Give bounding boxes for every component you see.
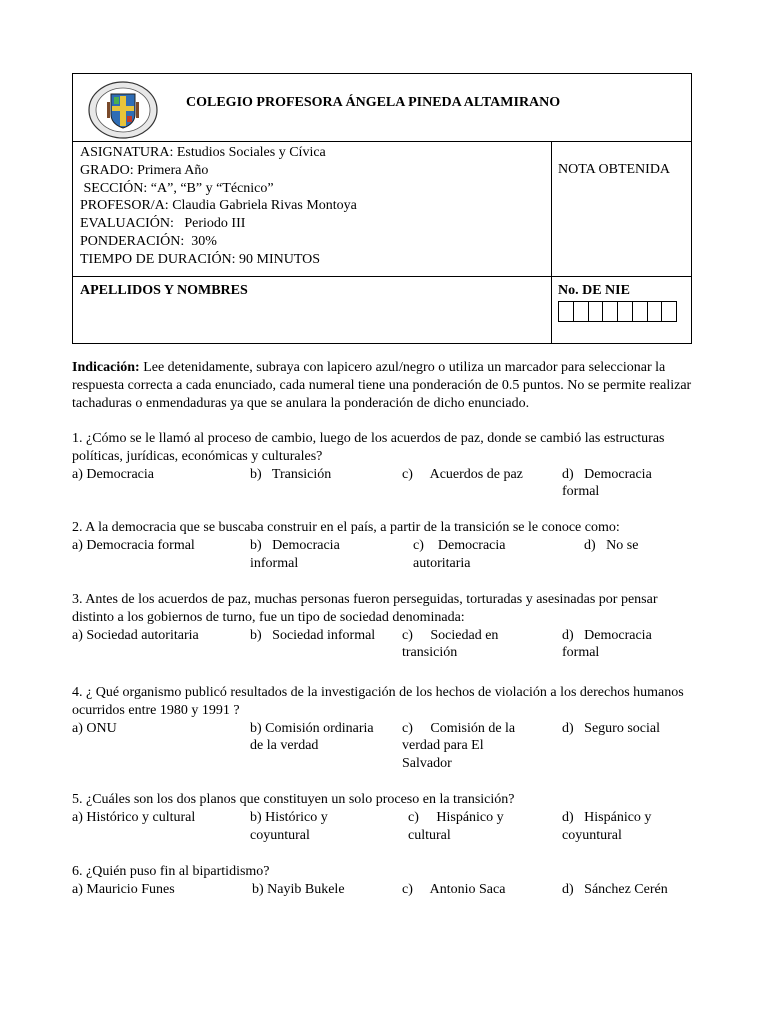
- info-weight: PONDERACIÓN: 30%: [80, 233, 217, 249]
- grade-label: NOTA OBTENIDA: [558, 162, 671, 177]
- option-a[interactable]: a) Histórico y cultural: [72, 809, 196, 825]
- option-a[interactable]: a) Democracia formal: [72, 537, 195, 553]
- answer-options: [72, 809, 700, 863]
- nie-box[interactable]: [633, 302, 648, 321]
- nie-box[interactable]: [574, 302, 589, 321]
- school-name: COLEGIO PROFESORA ÁNGELA PINEDA ALTAMIRANO: [186, 95, 561, 110]
- question-3: [72, 591, 700, 681]
- question-4: [72, 684, 700, 774]
- info-evaluation: EVALUACIÓN: Periodo III: [80, 216, 246, 232]
- info-subject: ASIGNATURA: Estudios Sociales y Cívica: [80, 145, 326, 160]
- school-crest-icon: [87, 80, 159, 140]
- option-b[interactable]: b) Sociedad informal: [250, 627, 376, 643]
- nie-box[interactable]: [559, 302, 574, 321]
- question-text: 3. Antes de los acuerdos de paz, muchas personas fueron perseguidas, torturadas y asesinadas por pensar distinto a los gobiernos de turno, fue un tipo de sociedad denominada:: [72, 592, 658, 625]
- option-b[interactable]: b) Transición: [250, 466, 332, 482]
- question-text: 1. ¿Cómo se le llamó al proceso de cambio, luego de los acuerdos de paz, donde se cambió las estructuras políticas, jurídicas, económicas y culturales?: [72, 431, 665, 464]
- nie-box[interactable]: [662, 302, 676, 321]
- instructions-text: Lee detenidamente, subraya con lapicero azul/negro o utiliza un marcador para seleccionar la respuesta correcta a cada enunciado, cada numeral tiene una ponderación de 0.5 puntos. No se permite realizar tachaduras o enmendaduras ya que se anulara la ponderación de dicho enunciado.: [72, 360, 692, 411]
- nie-boxes[interactable]: [558, 301, 677, 322]
- nie-box[interactable]: [603, 302, 618, 321]
- option-a[interactable]: a) ONU: [72, 720, 117, 736]
- nie-field: [552, 277, 691, 343]
- question-text: 5. ¿Cuáles son los dos planos que constituyen un solo proceso en la transición?: [72, 792, 515, 807]
- grade-box[interactable]: [552, 142, 691, 276]
- info-section: SECCIÓN: “A”, “B” y “Técnico”: [80, 180, 274, 196]
- option-d[interactable]: d) Democracia formal: [562, 466, 652, 500]
- option-d[interactable]: d) Democracia formal: [562, 627, 652, 661]
- option-d[interactable]: d) Sánchez Cerén: [562, 881, 668, 897]
- info-row: [73, 142, 691, 277]
- option-c[interactable]: c) Acuerdos de paz: [402, 466, 523, 482]
- question-1: [72, 430, 700, 520]
- nie-box[interactable]: [618, 302, 633, 321]
- option-c[interactable]: c) Sociedad en transición: [402, 627, 499, 661]
- option-a[interactable]: a) Sociedad autoritaria: [72, 627, 199, 643]
- instructions-label: Indicación:: [72, 360, 140, 375]
- question-text: 6. ¿Quién puso fin al bipartidismo?: [72, 864, 270, 879]
- option-b[interactable]: b) Histórico y coyuntural: [250, 809, 328, 843]
- names-label: APELLIDOS Y NOMBRES: [80, 283, 248, 298]
- question-2: [72, 519, 700, 591]
- option-b[interactable]: b) Democracia informal: [250, 537, 340, 571]
- option-c[interactable]: c) Comisión de la verdad para El Salvador: [402, 720, 516, 772]
- option-c[interactable]: c) Antonio Saca: [402, 881, 506, 897]
- info-duration: TIEMPO DE DURACIÓN: 90 MINUTOS: [80, 251, 321, 267]
- answer-options: [72, 720, 700, 774]
- option-a[interactable]: a) Democracia: [72, 466, 154, 482]
- answer-options: [72, 881, 700, 935]
- question-text: 2. A la democracia que se buscaba construir en el país, a partir de la transición se le conoce como:: [72, 520, 620, 535]
- option-b[interactable]: b) Nayib Bukele: [252, 881, 345, 897]
- option-b[interactable]: b) Comisión ordinaria de la verdad: [250, 720, 374, 754]
- instructions: [72, 359, 700, 412]
- answer-options: [72, 627, 700, 681]
- student-name-field[interactable]: [73, 277, 552, 343]
- option-c[interactable]: c) Democracia autoritaria: [413, 537, 506, 571]
- question-5: [72, 791, 700, 863]
- info-teacher: PROFESOR/A: Claudia Gabriela Rivas Montoya: [80, 198, 357, 214]
- title-row: [73, 74, 691, 142]
- option-c[interactable]: c) Hispánico y cultural: [408, 809, 504, 843]
- answer-options: [72, 537, 700, 591]
- option-a[interactable]: a) Mauricio Funes: [72, 881, 175, 897]
- question-6: [72, 863, 700, 935]
- option-d[interactable]: d) Seguro social: [562, 720, 660, 736]
- info-grade: GRADO: Primera Año: [80, 162, 209, 178]
- student-row: [73, 277, 691, 343]
- option-d[interactable]: d) Hispánico y coyuntural: [562, 809, 652, 843]
- nie-box[interactable]: [648, 302, 663, 321]
- option-d[interactable]: d) No se: [584, 537, 639, 553]
- header-table: [72, 73, 692, 344]
- nie-label: No. DE NIE: [558, 283, 630, 298]
- nie-box[interactable]: [589, 302, 604, 321]
- question-text: 4. ¿ Qué organismo publicó resultados de la investigación de los hechos de violación a los derechos humanos ocurridos entre 1980 y 1991 ?: [72, 685, 684, 718]
- exam-info: [73, 142, 552, 276]
- answer-options: [72, 466, 700, 520]
